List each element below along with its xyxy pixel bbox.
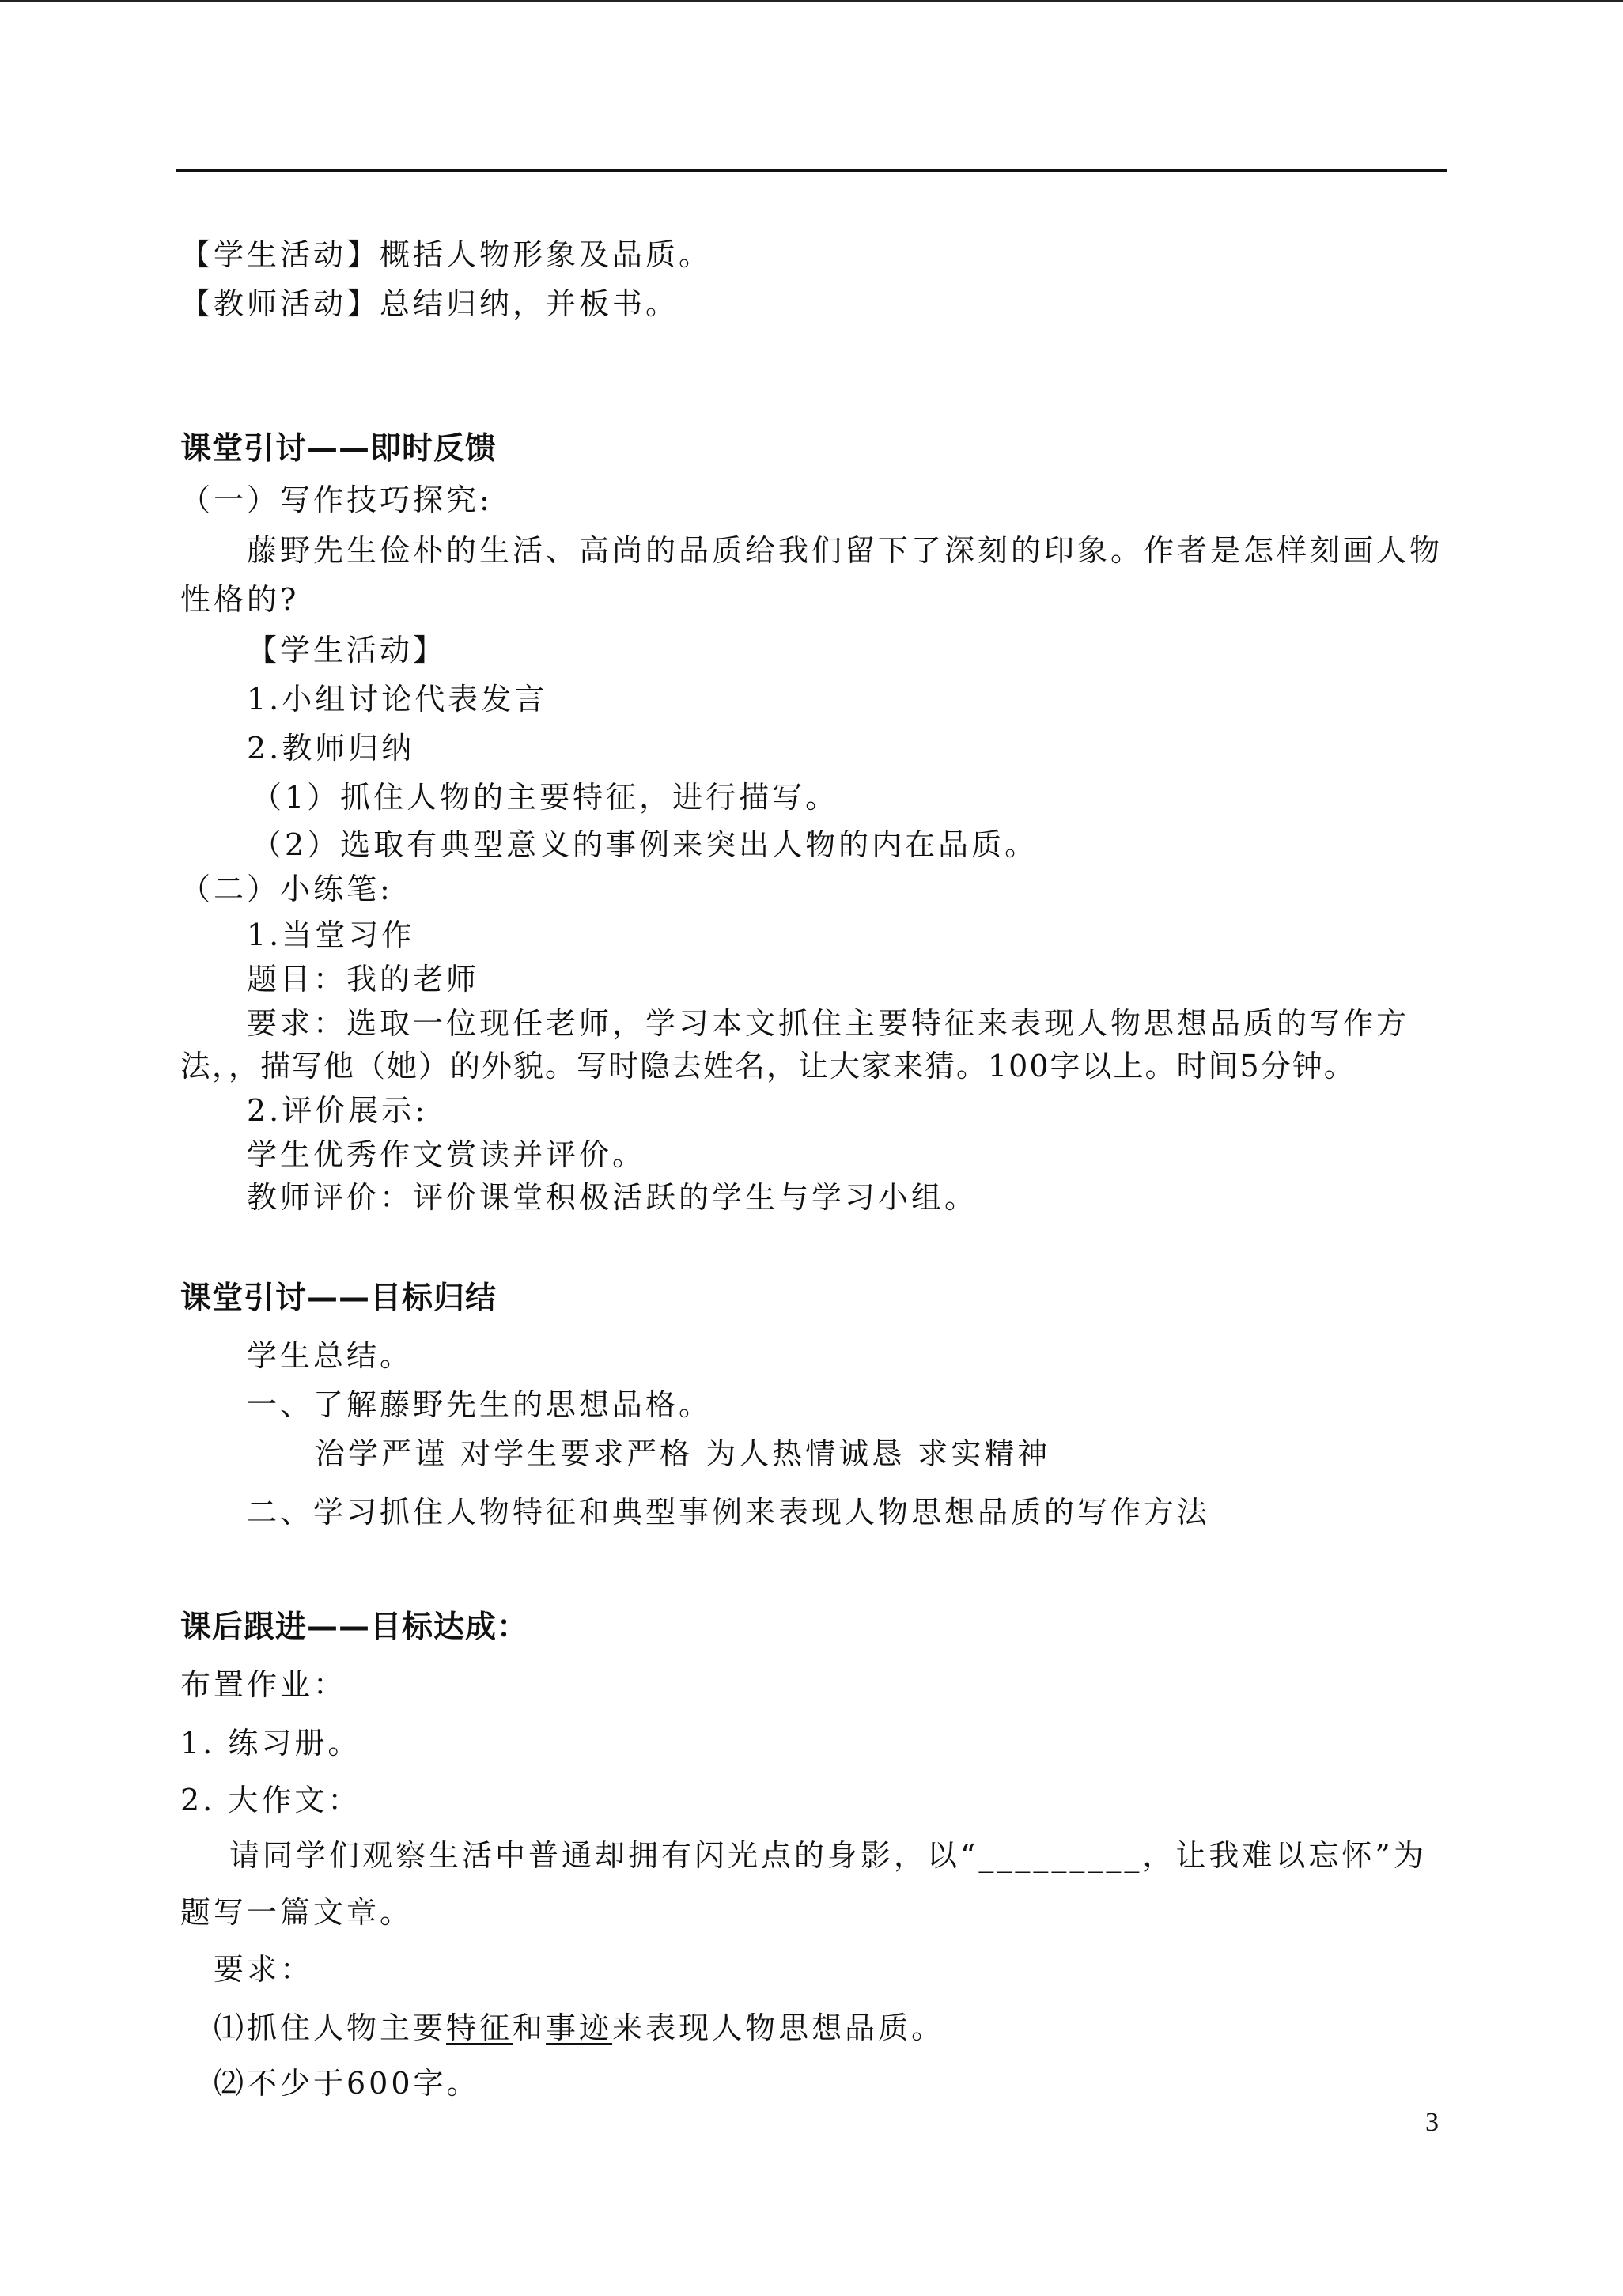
essay-prompt-line: 请同学们观察生活中普通却拥有闪光点的身影，以“_________，让我难以忘怀”为 <box>229 1838 1427 1873</box>
teacher-activity-line: 【教师活动】总结归纳，并板书。 <box>180 286 679 321</box>
requirement-line: 法，，描写他（她）的外貌。写时隐去姓名，让大家来猜。100字以上。时间5分钟。 <box>180 1049 1356 1084</box>
section-heading-feedback: 课堂引讨——即时反馈 <box>180 431 497 467</box>
list-item: 2.教师归纳 <box>247 731 415 766</box>
requirement-line: 要求：选取一位现任老师，学习本文抓住主要特征来表现人物思想品质的写作方 <box>247 1006 1410 1041</box>
subheading-writing-techniques: （一）写作技巧探究: <box>180 482 493 517</box>
paragraph-line: 藤野先生俭朴的生活、高尚的品质给我们留下了深刻的印象。作者是怎样刻画人物 <box>247 533 1443 568</box>
essay-prompt-line: 题写一篇文章。 <box>180 1895 414 1930</box>
qualities-line: 治学严谨 对学生要求严格 为人热情诚恳 求实精神 <box>315 1436 1051 1471</box>
summary-point: 一、了解藤野先生的思想品格。 <box>247 1387 713 1422</box>
list-item: 2. 大作文： <box>180 1783 361 1818</box>
summary-point: 二、学习抓住人物特征和典型事例来表现人物思想品质的写作方法 <box>247 1495 1211 1530</box>
subheading-practice: （二）小练笔: <box>180 872 393 906</box>
evaluation-line: 教师评价：评价课堂积极活跃的学生与学习小组。 <box>247 1180 978 1215</box>
topic-line: 题目：我的老师 <box>247 962 480 997</box>
evaluation-line: 学生优秀作文赏读并评价。 <box>247 1137 646 1172</box>
list-item: （2）选取有典型意义的事例来突出人物的内在品质。 <box>252 827 1038 862</box>
underlined-term: 事迹 <box>546 2010 613 2045</box>
list-item: 2.评价展示: <box>247 1093 429 1128</box>
list-item: 1.当堂习作 <box>247 917 415 952</box>
section-heading-summary: 课堂引讨——目标归结 <box>180 1280 497 1316</box>
student-activity-label: 【学生活动】 <box>247 633 447 668</box>
requirement-text: 来表现人物思想品质。 <box>612 2010 945 2045</box>
underlined-term: 特征 <box>446 2010 513 2045</box>
requirement-text: 和 <box>513 2010 547 2045</box>
requirement-item <box>214 2009 944 2047</box>
requirements-label: 要求： <box>214 1952 314 1987</box>
requirement-item: ⑵不少于600字。 <box>214 2066 480 2101</box>
list-item: 1.小组讨论代表发言 <box>247 682 548 717</box>
list-item: （1）抓住人物的主要特征，进行描写。 <box>252 780 839 815</box>
student-activity-line: 【学生活动】概括人物形象及品质。 <box>180 237 713 272</box>
paragraph-line: 性格的? <box>180 582 300 617</box>
requirement-text: ⑴抓住人物主要 <box>214 2010 447 2045</box>
header-rule <box>176 169 1447 172</box>
top-border <box>0 0 1623 2</box>
section-heading-followup: 课后跟进——目标达成： <box>180 1609 529 1645</box>
list-item: 1. 练习册。 <box>180 1726 361 1761</box>
page-number: 3 <box>1425 2108 1439 2137</box>
summary-line: 学生总结。 <box>247 1338 414 1373</box>
assignment-label: 布置作业： <box>180 1667 347 1702</box>
